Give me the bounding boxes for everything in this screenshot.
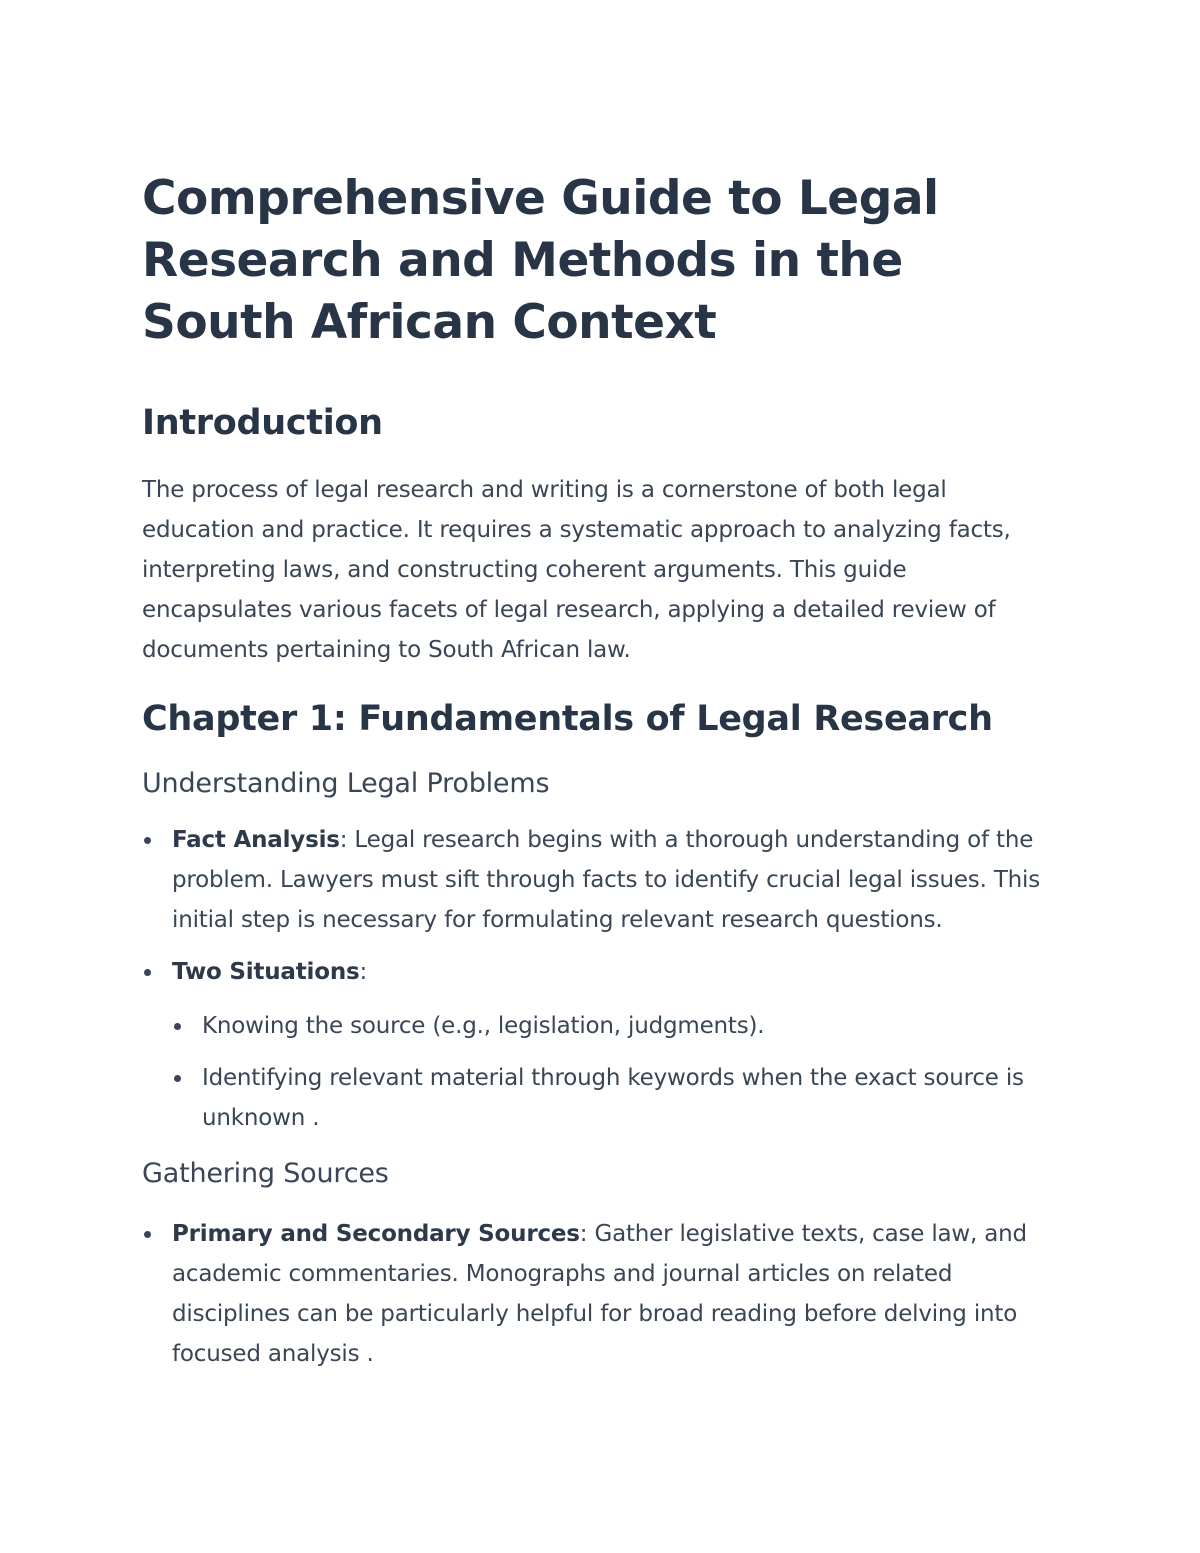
list-item-term: Primary and Secondary Sources: [172, 1221, 580, 1247]
list-item-text: : Gather legislative texts, case law, and academic commentaries. Monographs and journal articles on related disciplines can be particularly helpful for broad reading before delving into focused analysis .: [172, 1221, 1027, 1367]
two-situations-sublist: [172, 1006, 1062, 1138]
gathering-sources-heading: Gathering Sources: [142, 1158, 389, 1189]
document-page: [142, 168, 1062, 1374]
list-item-text: : Legal research begins with a thorough understanding of the problem. Lawyers must sift through facts to identify crucial legal issues. This initial step is necessary for formulating relevant research questions.: [172, 827, 1041, 933]
understanding-legal-problems-heading: Understanding Legal Problems: [142, 768, 550, 799]
list-item-fact-analysis: [142, 820, 1062, 940]
introduction-heading: Introduction: [142, 403, 383, 443]
list-item-two-situations: [142, 952, 1062, 1138]
chapter-1-heading: Chapter 1: Fundamentals of Legal Research: [142, 699, 993, 739]
list-item-term: Two Situations: [172, 959, 360, 985]
sublist-item-identifying-material: Identifying relevant material through keywords when the exact source is unknown .: [172, 1058, 1062, 1138]
list-item-text: :: [359, 959, 368, 985]
introduction-paragraph: The process of legal research and writing is a cornerstone of both legal education and practice. It requires a systematic approach to analyzing facts, interpreting laws, and constructing coherent arguments. This guide encapsulates various facets of legal research, applying a detailed review of documents pertaining to South African law.: [142, 477, 1011, 663]
document-title: Comprehensive Guide to Legal Research and Methods in the South African Context: [142, 171, 939, 350]
understanding-legal-problems-list: [142, 820, 1062, 1138]
gathering-sources-list: [142, 1214, 1062, 1374]
list-item-primary-secondary-sources: [142, 1214, 1062, 1374]
list-item-term: Fact Analysis: [172, 827, 340, 853]
sublist-item-knowing-source: Knowing the source (e.g., legislation, judgments).: [172, 1006, 1062, 1046]
